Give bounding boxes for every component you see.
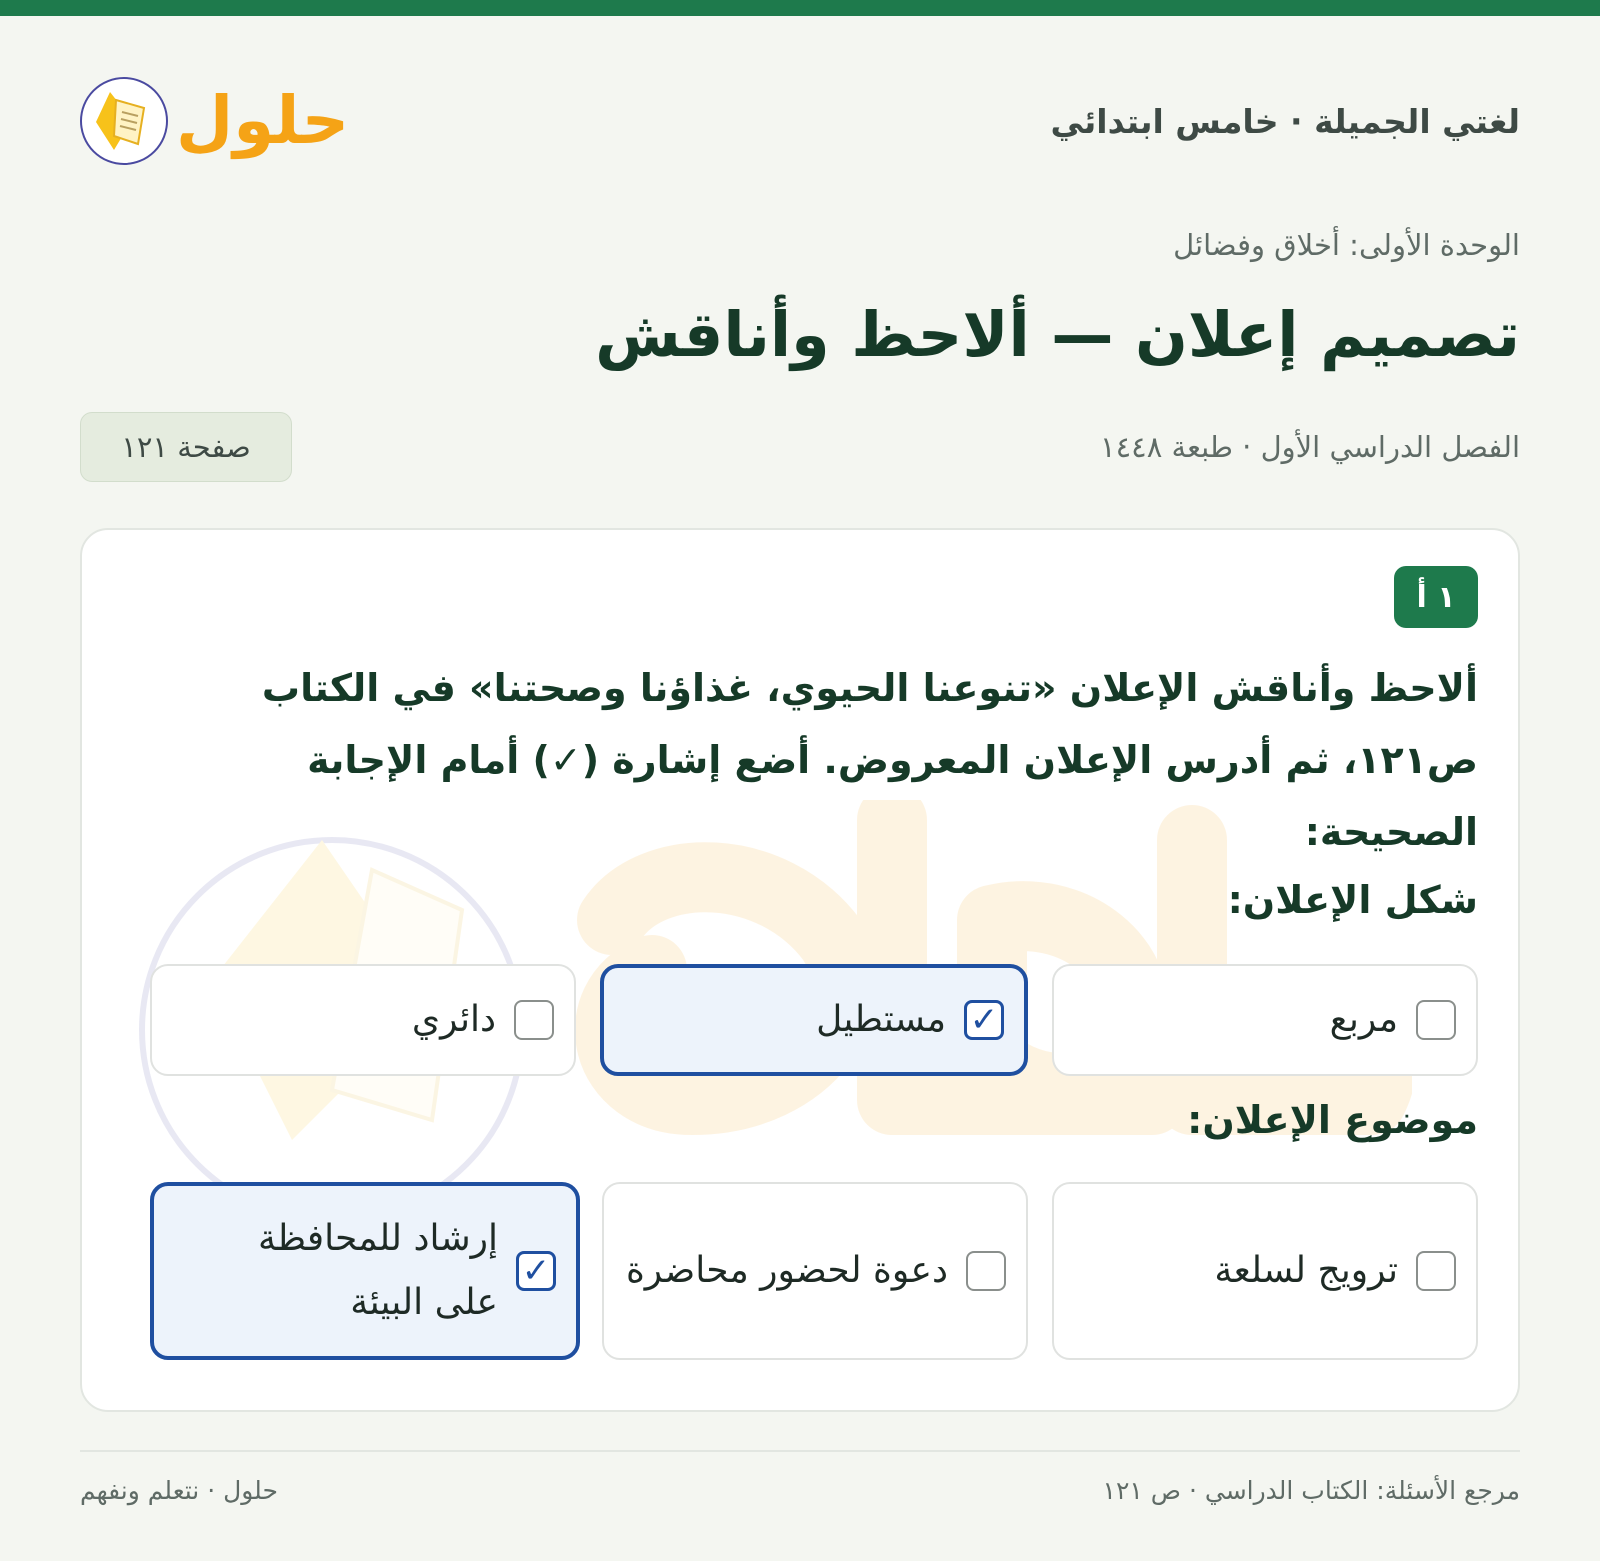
footer-reference: مرجع الأسئلة: الكتاب الدراسي · ص ١٢١ [1102, 1476, 1520, 1505]
header [80, 66, 1520, 176]
footer-divider [80, 1450, 1520, 1452]
check-icon: ✓ [521, 1251, 551, 1291]
footer [80, 1476, 1520, 1505]
unit-label: الوحدة الأولى: أخلاق وفضائل [1173, 228, 1520, 262]
brand-logo[interactable] [80, 77, 349, 165]
option-label: ترويج لسلعة [1214, 1250, 1398, 1291]
option-label: دعوة لحضور محاضرة [625, 1250, 948, 1291]
option-label: دائري [411, 999, 496, 1040]
term-label: الفصل الدراسي الأول · طبعة ١٤٤٨ [1100, 430, 1520, 464]
option-label: إرشاد للمحافظة على البيئة [258, 1218, 498, 1323]
option-product-promotion[interactable] [1052, 1182, 1478, 1360]
section-label-shape: شكل الإعلان: [1227, 878, 1478, 922]
checkbox-checked[interactable] [964, 1000, 1004, 1040]
checkbox[interactable] [1416, 1251, 1456, 1291]
checkbox[interactable] [1416, 1000, 1456, 1040]
option-lecture-invitation[interactable] [602, 1182, 1028, 1360]
footer-brand: حلول · نتعلم ونفهم [80, 1476, 278, 1505]
page-badge: صفحة ١٢١ [80, 412, 292, 482]
option-square[interactable] [1052, 964, 1478, 1076]
option-circular[interactable] [150, 964, 576, 1076]
logo-wordmark: حلول [176, 82, 350, 159]
question-card [80, 528, 1520, 1412]
section-label-topic: موضوع الإعلان: [1187, 1098, 1478, 1142]
checkbox[interactable] [966, 1251, 1006, 1291]
option-label: مستطيل [816, 999, 946, 1040]
checkbox-checked[interactable] [516, 1251, 556, 1291]
meta-row [80, 412, 1520, 482]
checkbox[interactable] [514, 1000, 554, 1040]
top-accent-bar [0, 0, 1600, 16]
check-icon: ✓ [969, 1000, 999, 1040]
option-rectangle[interactable] [600, 964, 1028, 1076]
option-label: مربع [1329, 999, 1398, 1040]
option-environment-guidance[interactable] [150, 1182, 580, 1360]
book-icon [80, 77, 168, 165]
question-number-badge: ١ أ [1394, 566, 1478, 628]
page-title: تصميم إعلان — ألاحظ وأناقش [595, 298, 1520, 371]
subject-title: لغتي الجميلة · خامس ابتدائي [1050, 101, 1520, 141]
question-text: ألاحظ وأناقش الإعلان «تنوعنا الحيوي، غذاؤنا وصحتنا» في الكتاب ص١٢١، ثم أدرس الإعلان المعروض. أضع إشارة (✓) أمام الإجابة الصحيحة: [261, 666, 1478, 854]
